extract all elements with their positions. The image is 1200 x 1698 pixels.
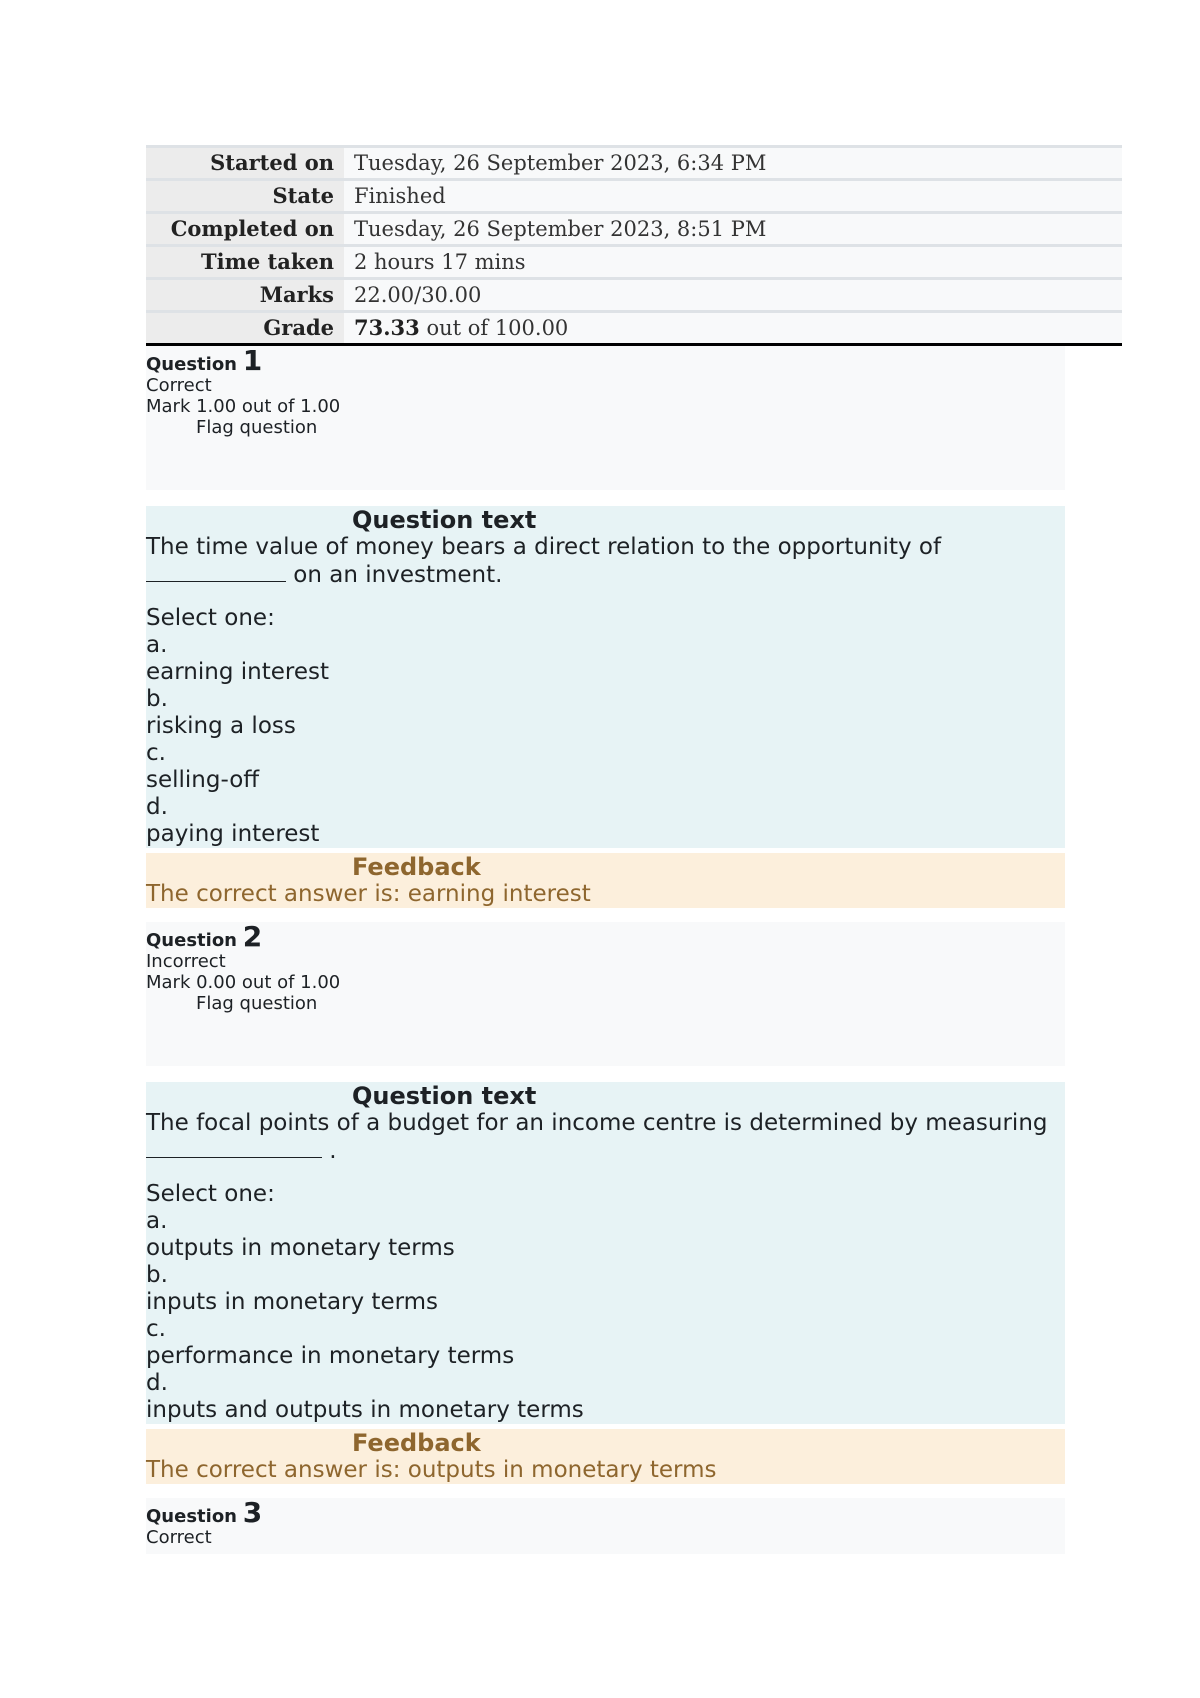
summary-value: Tuesday, 26 September 2023, 6:34 PM [344,147,1122,180]
question-1-feedback [146,853,1065,908]
question-number: 2 [242,920,263,953]
attempt-summary-table [146,145,1122,346]
summary-label: Grade [146,312,344,345]
answer-blank [146,1137,322,1158]
feedback-heading: Feedback [352,1429,481,1457]
quiz-review-page [146,145,1122,1554]
question-1-text [146,506,1065,848]
answer-option-d[interactable]: d. inputs and outputs in monetary terms [146,1370,584,1423]
feedback-heading: Feedback [352,853,481,881]
answer-blank [146,561,286,582]
flag-question-link[interactable]: Flag question [196,417,318,438]
question-number: 3 [242,1496,263,1529]
summary-row-marks [146,279,1122,312]
summary-value: 2 hours 17 mins [344,246,1122,279]
question-label: Question [146,354,237,375]
answer-option-c[interactable]: c. selling-off [146,740,260,793]
question-number: 1 [242,344,263,377]
question-1-info [146,346,1065,490]
question-label: Question [146,930,237,951]
summary-value [344,312,1122,345]
summary-value: 22.00/30.00 [344,279,1122,312]
answer-option-b[interactable]: b. inputs in monetary terms [146,1262,439,1315]
question-text-heading: Question text [352,1082,537,1110]
summary-label: Started on [146,147,344,180]
flag-question-link[interactable]: Flag question [196,993,318,1014]
grade-score: 73.33 [354,315,420,340]
answer-option-d[interactable]: d. paying interest [146,794,320,847]
question-prompt: The focal points of a budget for an income centre is determined by measuring . [146,1110,1048,1164]
question-label: Question [146,1506,237,1527]
feedback-text: The correct answer is: outputs in monetary terms [146,1457,717,1483]
summary-row-started [146,147,1122,180]
question-state: Correct [146,1527,212,1548]
question-state: Incorrect [146,951,226,972]
answer-option-c[interactable]: c. performance in monetary terms [146,1316,515,1369]
question-state: Correct [146,375,212,396]
question-grade: Mark 0.00 out of 1.00 [146,972,341,993]
select-one-label: Select one: [146,605,275,631]
summary-row-time-taken [146,246,1122,279]
question-3-info [146,1498,1065,1554]
summary-label: Completed on [146,213,344,246]
select-one-label: Select one: [146,1181,275,1207]
question-2-info [146,922,1065,1066]
summary-row-state [146,180,1122,213]
question-prompt: The time value of money bears a direct relation to the opportunity of on an investment. [146,534,942,588]
summary-value: Tuesday, 26 September 2023, 8:51 PM [344,213,1122,246]
question-2-feedback [146,1429,1065,1484]
summary-row-grade [146,312,1122,345]
summary-value: Finished [344,180,1122,213]
summary-label: Time taken [146,246,344,279]
question-text-heading: Question text [352,506,537,534]
summary-row-completed [146,213,1122,246]
grade-out-of: out of 100.00 [419,316,569,340]
question-grade: Mark 1.00 out of 1.00 [146,396,341,417]
answer-option-b[interactable]: b. risking a loss [146,686,296,739]
feedback-text: The correct answer is: earning interest [146,881,591,907]
question-2-text [146,1082,1065,1424]
answer-option-a[interactable]: a. outputs in monetary terms [146,1208,455,1261]
summary-label: Marks [146,279,344,312]
summary-label: State [146,180,344,213]
answer-option-a[interactable]: a. earning interest [146,632,329,685]
